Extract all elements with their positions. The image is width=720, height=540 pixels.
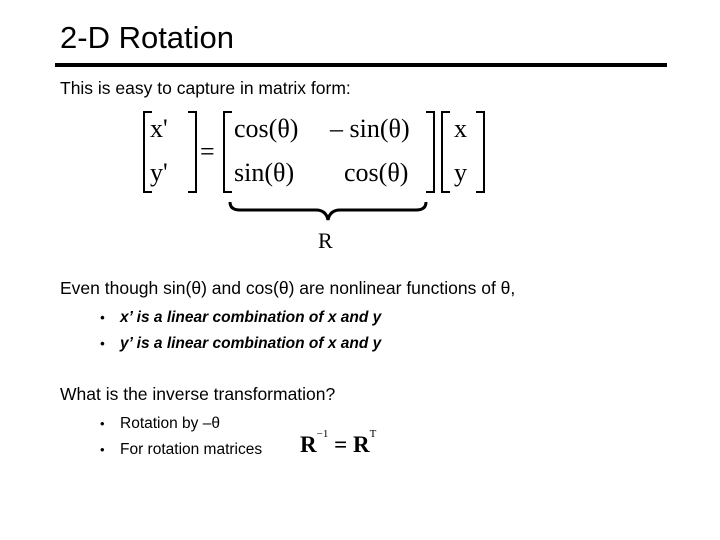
equals-sign: =: [200, 137, 215, 166]
nonlinear-statement: Even though sin(θ) and cos(θ) are nonlinear functions of θ,: [60, 278, 516, 298]
rhs-x: x: [454, 114, 467, 143]
inverse-exponent: −1: [316, 428, 329, 441]
slide-title: 2-D Rotation: [60, 20, 235, 55]
linear-combination-bullets: [100, 305, 381, 357]
inverse-equation: [300, 428, 377, 458]
rhs-y: y: [454, 158, 467, 187]
intro-text: This is easy to capture in matrix form:: [60, 78, 351, 98]
rotation-matrix-equation: [130, 106, 510, 306]
lhs-right-bracket: [188, 112, 196, 192]
bullet-y-prime: • y’ is a linear combination of x and y: [100, 331, 381, 357]
matrix-r11: cos(θ): [234, 114, 299, 143]
title-divider: [55, 63, 667, 67]
rhs-left-bracket: [442, 112, 450, 192]
r-left-bracket: [224, 112, 232, 192]
bullet-x-prime: • x’ is a linear combination of x and y: [100, 305, 381, 331]
matrix-label-r: R: [318, 228, 333, 253]
r-right-bracket: [426, 112, 434, 192]
bullet-rotation-matrices: • For rotation matrices: [100, 437, 262, 463]
bullet-rotation-negative: • Rotation by –θ: [100, 411, 262, 437]
rhs-right-bracket: [476, 112, 484, 192]
inverse-bullets: [100, 411, 262, 463]
inverse-equals: =: [334, 432, 348, 457]
underbrace: [230, 202, 426, 220]
matrix-r22: cos(θ): [344, 158, 409, 187]
lhs-x-prime: x': [150, 114, 168, 143]
transpose-exponent: T: [369, 428, 377, 441]
inverse-question: What is the inverse transformation?: [60, 384, 336, 404]
lhs-y-prime: y': [150, 158, 168, 187]
matrix-r21: sin(θ): [234, 158, 295, 187]
matrix-brackets: [130, 106, 510, 306]
inverse-rhs-r: R: [352, 432, 370, 457]
inverse-lhs-r: R: [300, 432, 317, 457]
matrix-r12: – sin(θ): [330, 114, 410, 143]
